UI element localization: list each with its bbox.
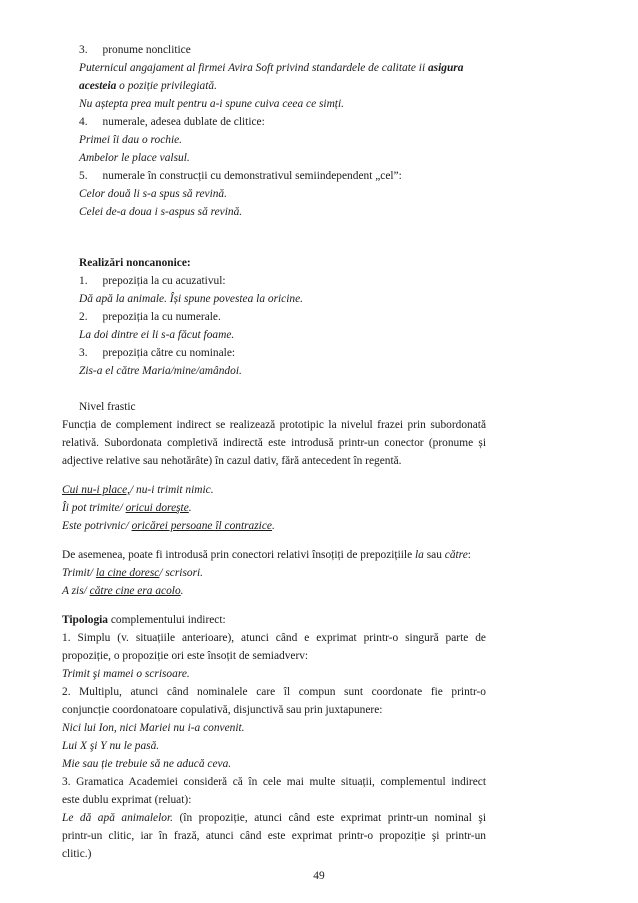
example-line: Zis-a el către Maria/mine/amândoi. bbox=[79, 365, 242, 377]
section-heading: Tipologia complementului indirect: bbox=[62, 614, 226, 626]
paragraph-line: 1. Simplu (v. situațiile anterioare), atunci când e exprimat printr-o singură parte de bbox=[62, 632, 486, 644]
example-line: Celor două li s-a spus să revină. bbox=[79, 188, 227, 200]
example-line: Mie sau ție trebuie să ne aducă ceva. bbox=[62, 758, 232, 770]
example-line: Ambelor le place valsul. bbox=[79, 152, 190, 164]
page-number: 49 bbox=[313, 870, 325, 882]
section-heading: Nivel frastic bbox=[79, 401, 136, 413]
paragraph-line: propoziție, o propoziție ori este însoțit de semiadverv: bbox=[62, 650, 309, 662]
paragraph-line: adjective relative sau nehotărâte) în cazul dativ, fără antecedent în regentă. bbox=[62, 455, 402, 467]
paragraph-line: 2. Multiplu, atunci când nominalele care îl compun sunt coordonate fie printr-o bbox=[62, 686, 486, 698]
example-line: Nu aștepta prea mult pentru a-i spune cuiva ceea ce simți. bbox=[79, 98, 344, 110]
paragraph-line: De asemenea, poate fi introdusă prin conectori relativi însoțiți de prepozițiile la sau către: bbox=[62, 549, 471, 561]
paragraph-line: relativă. Subordonata completivă indirectă este introdusă printr-un conector (pronume și bbox=[62, 437, 486, 449]
example-line: Trimit şi mamei o scrisoare. bbox=[62, 668, 190, 680]
example-line: Este potrivnic/ oricărei persoane îl contrazice. bbox=[62, 520, 275, 532]
paragraph-line: Le dă apă animalelor. (în propoziție, atunci când este exprimat printr-un nominal şi bbox=[62, 812, 486, 824]
example-line: Dă apă la animale. Își spune povestea la oricine. bbox=[79, 293, 303, 305]
list-item: 1. prepoziția la cu acuzativul: bbox=[79, 275, 226, 287]
example-line: Lui X şi Y nu le pasă. bbox=[62, 740, 160, 752]
example-line: acesteia o poziție privilegiată. bbox=[79, 80, 217, 92]
example-line: Celei de-a doua i s-aspus să revină. bbox=[79, 206, 243, 218]
list-item: 3. pronume nonclitice bbox=[79, 44, 191, 56]
example-line: Trimit/ la cine doresc/ scrisori. bbox=[62, 567, 204, 579]
example-line: Puternicul angajament al firmei Avira Soft privind standardele de calitate ii asigura bbox=[79, 62, 464, 74]
paragraph-line: 3. Gramatica Academiei consideră că în cele mai multe situații, complementul indirect bbox=[62, 776, 486, 788]
list-item: 2. prepoziția la cu numerale. bbox=[79, 311, 221, 323]
paragraph-line: conjuncție coordonatoare copulativă, disjunctivă sau prin juxtapunere: bbox=[62, 704, 383, 716]
example-line: Îi pot trimite/ oricui doreşte. bbox=[62, 502, 192, 514]
example-line: Primei îi dau o rochie. bbox=[79, 134, 183, 146]
paragraph-line: Funcția de complement indirect se realizează prototipic la nivelul frazei prin subordonată bbox=[62, 419, 486, 431]
list-item: 3. prepoziția către cu nominale: bbox=[79, 347, 236, 359]
example-line: Nici lui Ion, nici Mariei nu i-a convenit. bbox=[62, 722, 245, 734]
paragraph-line: clitic.) bbox=[62, 848, 92, 860]
example-line: La doi dintre ei li s-a făcut foame. bbox=[79, 329, 235, 341]
example-line: A zis/ către cine era acolo. bbox=[62, 585, 184, 597]
section-heading: Realizări noncanonice: bbox=[79, 257, 191, 269]
example-line: Cui nu-i place,/ nu-i trimit nimic. bbox=[62, 484, 214, 496]
paragraph-line: este dublu exprimat (reluat): bbox=[62, 794, 192, 806]
list-item: 5. numerale în construcții cu demonstrativul semiindependent „cel”: bbox=[79, 170, 402, 182]
paragraph-line: printr-un clitic, iar în frază, atunci când este exprimat printr-o propoziție şi printr-un bbox=[62, 830, 486, 842]
list-item: 4. numerale, adesea dublate de clitice: bbox=[79, 116, 265, 128]
